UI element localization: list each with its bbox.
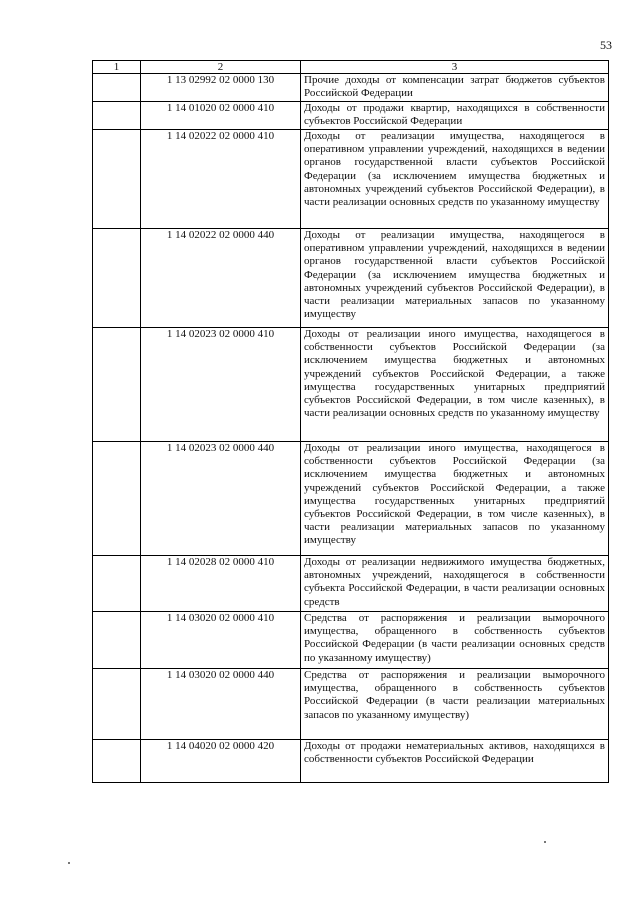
budget-code-cell: 1 14 02028 02 0000 410 — [141, 556, 301, 612]
table-row — [93, 130, 609, 229]
budget-code-cell: 1 14 01020 02 0000 410 — [141, 102, 301, 130]
table-row — [93, 102, 609, 130]
scan-artifact — [68, 862, 70, 864]
table-row — [93, 74, 609, 102]
row-index-cell — [93, 612, 141, 669]
budget-code-cell: 1 14 04020 02 0000 420 — [141, 740, 301, 783]
description-cell: Доходы от продажи квартир, находящихся в собственности субъектов Российской Федерации — [301, 102, 609, 130]
row-index-cell — [93, 74, 141, 102]
table-row — [93, 740, 609, 783]
row-index-cell — [93, 556, 141, 612]
row-index-cell — [93, 669, 141, 740]
budget-code-cell: 1 13 02992 02 0000 130 — [141, 74, 301, 102]
table-row — [93, 328, 609, 442]
row-index-cell — [93, 229, 141, 328]
description-cell: Прочие доходы от компенсации затрат бюджетов субъектов Российской Федерации — [301, 74, 609, 102]
description-cell: Средства от распоряжения и реализации выморочного имущества, обращенного в собственность субъектов Российской Федерации (в части реализации основных средств по указанному имуществу) — [301, 612, 609, 669]
column-header-3: 3 — [301, 61, 609, 74]
row-index-cell — [93, 102, 141, 130]
description-cell: Доходы от реализации имущества, находящегося в оперативном управлении учреждений, находящихся в ведении органов государственной власти субъектов Российской Федерации (за исключением имущества бюджетных и автономных учреждений субъектов Российской Федерации), в части реализации основных средств по указанному имуществу — [301, 130, 609, 229]
table-row — [93, 612, 609, 669]
description-cell: Доходы от реализации недвижимого имущества бюджетных, автономных учреждений, находящегося в собственности субъекта Российской Федерации, в части реализации основных средств — [301, 556, 609, 612]
table-row — [93, 229, 609, 328]
description-cell: Доходы от реализации имущества, находящегося в оперативном управлении учреждений, находящихся в ведении органов государственной власти субъектов Российской Федерации (за исключением имущества бюджетных и автономных учреждений субъектов Российской Федерации), в части реализации материальных запасов по указанному имуществу — [301, 229, 609, 328]
table-row — [93, 669, 609, 740]
description-cell: Доходы от продажи нематериальных активов, находящихся в собственности субъектов Российской Федерации — [301, 740, 609, 783]
budget-code-cell: 1 14 02022 02 0000 410 — [141, 130, 301, 229]
column-header-2: 2 — [141, 61, 301, 74]
table-header-row — [93, 61, 609, 74]
budget-code-cell: 1 14 02022 02 0000 440 — [141, 229, 301, 328]
budget-code-cell: 1 14 03020 02 0000 440 — [141, 669, 301, 740]
row-index-cell — [93, 130, 141, 229]
row-index-cell — [93, 442, 141, 556]
table-row — [93, 442, 609, 556]
scan-artifact — [544, 841, 546, 843]
description-cell: Доходы от реализации иного имущества, находящегося в собственности субъектов Российской Федерации (за исключением имущества бюджетных и автономных учреждений субъектов Российской Федерации, а также имущества государственных унитарных предприятий субъектов Российской Федерации, в том числе казенных), в части реализации основных средств по указанному имуществу — [301, 328, 609, 442]
column-header-1: 1 — [93, 61, 141, 74]
budget-code-cell: 1 14 03020 02 0000 410 — [141, 612, 301, 669]
description-cell: Доходы от реализации иного имущества, находящегося в собственности субъектов Российской Федерации (за исключением имущества бюджетных и автономных учреждений субъектов Российской Федерации, а также имущества государственных унитарных предприятий субъектов Российской Федерации, в том числе казенных), в части реализации материальных запасов по указанному имуществу — [301, 442, 609, 556]
description-cell: Средства от распоряжения и реализации выморочного имущества, обращенного в собственность субъектов Российской Федерации (в части реализации материальных запасов по указанному имуществу) — [301, 669, 609, 740]
page-number: 53 — [600, 38, 612, 52]
budget-code-cell: 1 14 02023 02 0000 440 — [141, 442, 301, 556]
row-index-cell — [93, 740, 141, 783]
budget-code-cell: 1 14 02023 02 0000 410 — [141, 328, 301, 442]
table-row — [93, 556, 609, 612]
row-index-cell — [93, 328, 141, 442]
revenue-codes-table — [92, 60, 609, 783]
